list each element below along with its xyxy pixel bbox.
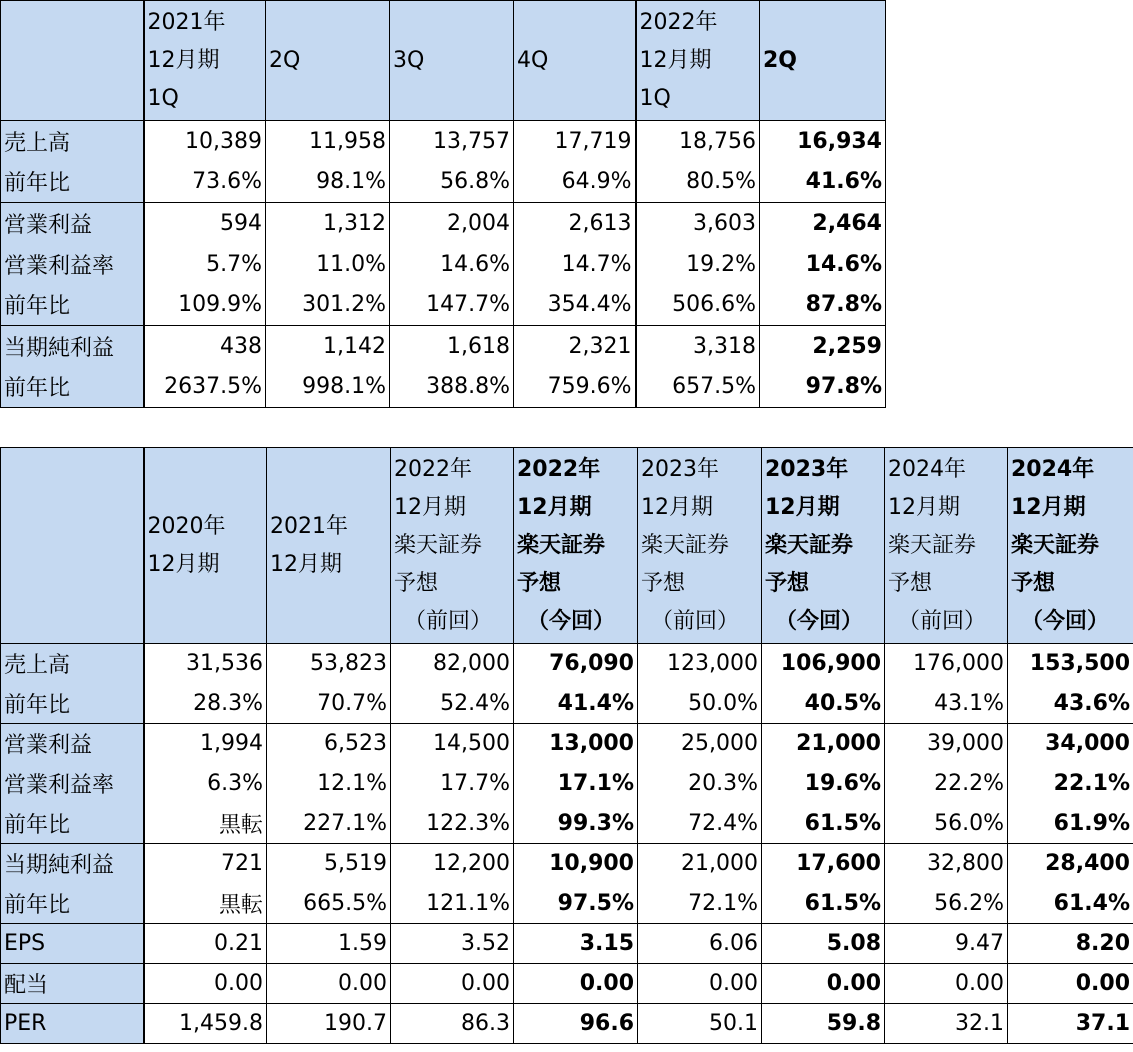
data-cell: 17,600 bbox=[762, 844, 885, 884]
row-label: 売上高 bbox=[1, 121, 144, 162]
table2-corner-cell bbox=[1, 448, 144, 644]
table1-col-header: 4Q bbox=[514, 1, 636, 121]
data-cell: 3,603 bbox=[636, 203, 760, 244]
table2-col-header: 2024年 12月期 楽天証券 予想 （前回） bbox=[885, 448, 1008, 644]
table-row bbox=[1, 162, 886, 203]
data-cell: 41.4% bbox=[514, 684, 638, 724]
table-row bbox=[1, 121, 886, 162]
row-label: 配当 bbox=[1, 964, 144, 1004]
table2-col-header: 2023年 12月期 楽天証券 予想 （前回） bbox=[638, 448, 762, 644]
data-cell: 64.9% bbox=[514, 162, 636, 203]
table2-col-header: 2021年 12月期 bbox=[267, 448, 391, 644]
data-cell: 20.3% bbox=[638, 764, 762, 804]
data-cell: 998.1% bbox=[266, 367, 390, 408]
data-cell: 0.00 bbox=[514, 964, 638, 1004]
table1-header-row bbox=[1, 1, 886, 121]
data-cell: 19.2% bbox=[636, 244, 760, 285]
data-cell: 14.6% bbox=[760, 244, 886, 285]
table1-col-header: 2021年 12月期 1Q bbox=[144, 1, 266, 121]
data-cell: 759.6% bbox=[514, 367, 636, 408]
data-cell: 2,613 bbox=[514, 203, 636, 244]
data-cell: 61.5% bbox=[762, 804, 885, 844]
data-cell: 82,000 bbox=[391, 644, 514, 684]
data-cell: 5.08 bbox=[762, 924, 885, 964]
data-cell: 37.1 bbox=[1008, 1004, 1133, 1044]
data-cell: 438 bbox=[144, 326, 266, 367]
data-cell: 50.0% bbox=[638, 684, 762, 724]
data-cell: 72.1% bbox=[638, 884, 762, 924]
data-cell: 16,934 bbox=[760, 121, 886, 162]
data-cell: 0.00 bbox=[762, 964, 885, 1004]
data-cell: 70.7% bbox=[267, 684, 391, 724]
data-cell: 56.8% bbox=[390, 162, 514, 203]
data-cell: 0.00 bbox=[885, 964, 1008, 1004]
table1-col-header: 3Q bbox=[390, 1, 514, 121]
data-cell: 10,900 bbox=[514, 844, 638, 884]
data-cell: 97.8% bbox=[760, 367, 886, 408]
table-row bbox=[1, 964, 1133, 1004]
data-cell: 176,000 bbox=[885, 644, 1008, 684]
data-cell: 109.9% bbox=[144, 285, 266, 326]
table-row bbox=[1, 844, 1133, 884]
data-cell: 56.2% bbox=[885, 884, 1008, 924]
data-cell: 53,823 bbox=[267, 644, 391, 684]
data-cell: 2,321 bbox=[514, 326, 636, 367]
data-cell: 1,142 bbox=[266, 326, 390, 367]
data-cell: 43.1% bbox=[885, 684, 1008, 724]
data-cell: 227.1% bbox=[267, 804, 391, 844]
table1-corner-cell bbox=[1, 1, 144, 121]
data-cell: 106,900 bbox=[762, 644, 885, 684]
data-cell: 147.7% bbox=[390, 285, 514, 326]
data-cell: 98.1% bbox=[266, 162, 390, 203]
data-cell: 721 bbox=[144, 844, 267, 884]
data-cell: 657.5% bbox=[636, 367, 760, 408]
data-cell: 12.1% bbox=[267, 764, 391, 804]
row-label: 営業利益率 bbox=[1, 764, 144, 804]
data-cell: 黒転 bbox=[144, 804, 267, 844]
data-cell: 3.15 bbox=[514, 924, 638, 964]
data-cell: 96.6 bbox=[514, 1004, 638, 1044]
data-cell: 12,200 bbox=[391, 844, 514, 884]
data-cell: 39,000 bbox=[885, 724, 1008, 764]
row-label: 前年比 bbox=[1, 367, 144, 408]
data-cell: 0.00 bbox=[638, 964, 762, 1004]
data-cell: 6.3% bbox=[144, 764, 267, 804]
data-cell: 1,994 bbox=[144, 724, 267, 764]
data-cell: 0.21 bbox=[144, 924, 267, 964]
row-label: 当期純利益 bbox=[1, 844, 144, 884]
table-row bbox=[1, 203, 886, 244]
data-cell: 1,312 bbox=[266, 203, 390, 244]
data-cell: 21,000 bbox=[638, 844, 762, 884]
data-cell: 121.1% bbox=[391, 884, 514, 924]
data-cell: 6.06 bbox=[638, 924, 762, 964]
data-cell: 0.00 bbox=[391, 964, 514, 1004]
data-cell: 2637.5% bbox=[144, 367, 266, 408]
data-cell: 2,464 bbox=[760, 203, 886, 244]
row-label: 前年比 bbox=[1, 804, 144, 844]
data-cell: 61.5% bbox=[762, 884, 885, 924]
data-cell: 1,459.8 bbox=[144, 1004, 267, 1044]
data-cell: 56.0% bbox=[885, 804, 1008, 844]
annual-forecast-table bbox=[0, 447, 1133, 1044]
row-label: 営業利益 bbox=[1, 724, 144, 764]
data-cell: 354.4% bbox=[514, 285, 636, 326]
data-cell: 8.20 bbox=[1008, 924, 1133, 964]
data-cell: 10,389 bbox=[144, 121, 266, 162]
data-cell: 28,400 bbox=[1008, 844, 1133, 884]
data-cell: 80.5% bbox=[636, 162, 760, 203]
table-row bbox=[1, 244, 886, 285]
row-label: 当期純利益 bbox=[1, 326, 144, 367]
data-cell: 3.52 bbox=[391, 924, 514, 964]
data-cell: 18,756 bbox=[636, 121, 760, 162]
table2-col-header: 2022年 12月期 楽天証券 予想 （今回） bbox=[514, 448, 638, 644]
data-cell: 97.5% bbox=[514, 884, 638, 924]
data-cell: 13,757 bbox=[390, 121, 514, 162]
table-row bbox=[1, 684, 1133, 724]
data-cell: 5,519 bbox=[267, 844, 391, 884]
data-cell: 61.9% bbox=[1008, 804, 1133, 844]
data-cell: 19.6% bbox=[762, 764, 885, 804]
data-cell: 72.4% bbox=[638, 804, 762, 844]
data-cell: 0.00 bbox=[144, 964, 267, 1004]
data-cell: 73.6% bbox=[144, 162, 266, 203]
data-cell: 25,000 bbox=[638, 724, 762, 764]
data-cell: 34,000 bbox=[1008, 724, 1133, 764]
data-cell: 76,090 bbox=[514, 644, 638, 684]
row-label: 営業利益 bbox=[1, 203, 144, 244]
table2-col-header: 2022年 12月期 楽天証券 予想 （前回） bbox=[391, 448, 514, 644]
data-cell: 13,000 bbox=[514, 724, 638, 764]
data-cell: 87.8% bbox=[760, 285, 886, 326]
data-cell: 506.6% bbox=[636, 285, 760, 326]
data-cell: 1.59 bbox=[267, 924, 391, 964]
table-row bbox=[1, 367, 886, 408]
data-cell: 665.5% bbox=[267, 884, 391, 924]
data-cell: 388.8% bbox=[390, 367, 514, 408]
data-cell: 21,000 bbox=[762, 724, 885, 764]
table1-col-header: 2Q bbox=[266, 1, 390, 121]
table2-col-header: 2023年 12月期 楽天証券 予想 （今回） bbox=[762, 448, 885, 644]
data-cell: 17.1% bbox=[514, 764, 638, 804]
data-cell: 123,000 bbox=[638, 644, 762, 684]
data-cell: 11.0% bbox=[266, 244, 390, 285]
row-label: 営業利益率 bbox=[1, 244, 144, 285]
table-row bbox=[1, 724, 1133, 764]
table-row bbox=[1, 924, 1133, 964]
table-row bbox=[1, 804, 1133, 844]
data-cell: 28.3% bbox=[144, 684, 267, 724]
data-cell: 0.00 bbox=[267, 964, 391, 1004]
data-cell: 190.7 bbox=[267, 1004, 391, 1044]
data-cell: 301.2% bbox=[266, 285, 390, 326]
row-label: PER bbox=[1, 1004, 144, 1044]
data-cell: 50.1 bbox=[638, 1004, 762, 1044]
row-label: 前年比 bbox=[1, 684, 144, 724]
data-cell: 5.7% bbox=[144, 244, 266, 285]
row-label: 前年比 bbox=[1, 285, 144, 326]
data-cell: 32,800 bbox=[885, 844, 1008, 884]
data-cell: 594 bbox=[144, 203, 266, 244]
row-label: 売上高 bbox=[1, 644, 144, 684]
data-cell: 122.3% bbox=[391, 804, 514, 844]
row-label: 前年比 bbox=[1, 162, 144, 203]
data-cell: 99.3% bbox=[514, 804, 638, 844]
data-cell: 22.2% bbox=[885, 764, 1008, 804]
table2-header-row bbox=[1, 448, 1133, 644]
table-row bbox=[1, 326, 886, 367]
data-cell: 32.1 bbox=[885, 1004, 1008, 1044]
data-cell: 14.7% bbox=[514, 244, 636, 285]
data-cell: 52.4% bbox=[391, 684, 514, 724]
table-row bbox=[1, 644, 1133, 684]
row-label: 前年比 bbox=[1, 884, 144, 924]
row-label: EPS bbox=[1, 924, 144, 964]
table2-col-header: 2020年 12月期 bbox=[144, 448, 267, 644]
data-cell: 0.00 bbox=[1008, 964, 1133, 1004]
table-row bbox=[1, 764, 1133, 804]
data-cell: 14.6% bbox=[390, 244, 514, 285]
data-cell: 黒転 bbox=[144, 884, 267, 924]
data-cell: 43.6% bbox=[1008, 684, 1133, 724]
table1-col-header: 2022年 12月期 1Q bbox=[636, 1, 760, 121]
table2-col-header: 2024年 12月期 楽天証券 予想 （今回） bbox=[1008, 448, 1133, 644]
data-cell: 14,500 bbox=[391, 724, 514, 764]
data-cell: 153,500 bbox=[1008, 644, 1133, 684]
data-cell: 2,004 bbox=[390, 203, 514, 244]
data-cell: 86.3 bbox=[391, 1004, 514, 1044]
data-cell: 22.1% bbox=[1008, 764, 1133, 804]
data-cell: 11,958 bbox=[266, 121, 390, 162]
quarterly-results-table bbox=[0, 0, 886, 408]
data-cell: 59.8 bbox=[762, 1004, 885, 1044]
data-cell: 41.6% bbox=[760, 162, 886, 203]
table-row bbox=[1, 884, 1133, 924]
data-cell: 9.47 bbox=[885, 924, 1008, 964]
data-cell: 17,719 bbox=[514, 121, 636, 162]
table-row bbox=[1, 1004, 1133, 1044]
data-cell: 1,618 bbox=[390, 326, 514, 367]
data-cell: 40.5% bbox=[762, 684, 885, 724]
table1-col-header: 2Q bbox=[760, 1, 886, 121]
data-cell: 31,536 bbox=[144, 644, 267, 684]
data-cell: 2,259 bbox=[760, 326, 886, 367]
data-cell: 3,318 bbox=[636, 326, 760, 367]
data-cell: 17.7% bbox=[391, 764, 514, 804]
data-cell: 61.4% bbox=[1008, 884, 1133, 924]
data-cell: 6,523 bbox=[267, 724, 391, 764]
table-row bbox=[1, 285, 886, 326]
